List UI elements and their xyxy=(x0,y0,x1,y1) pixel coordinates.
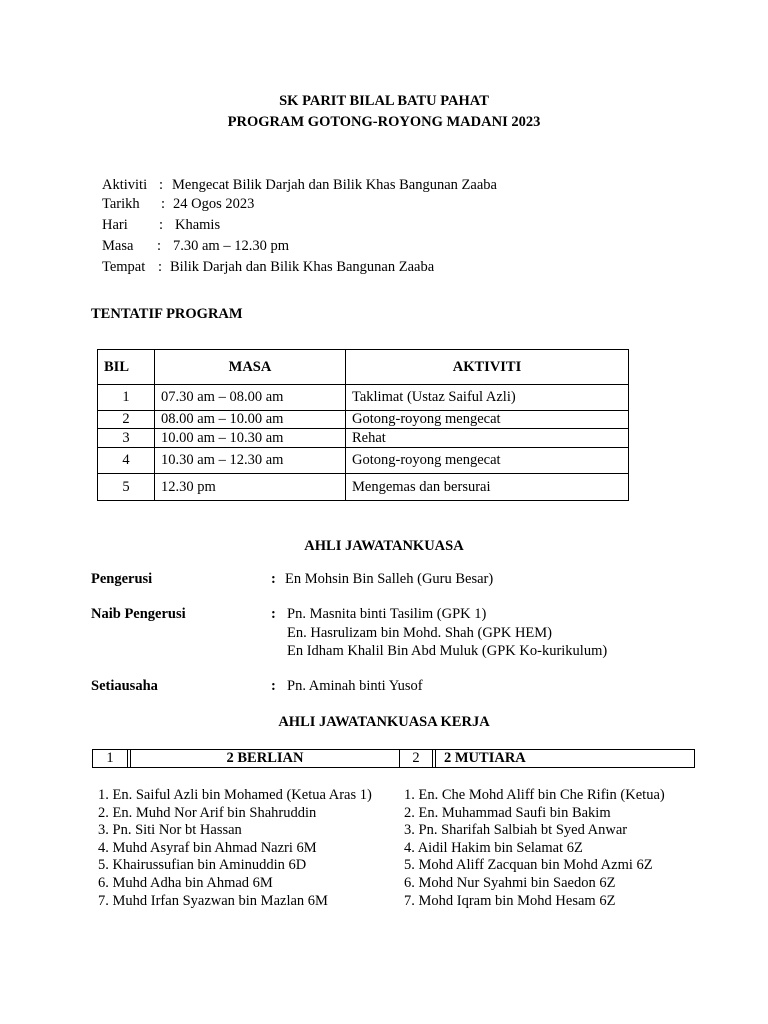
list-item: 6. Muhd Adha bin Ahmad 6M xyxy=(98,874,273,891)
group-name-berlian: 2 BERLIAN xyxy=(131,750,400,768)
info-label-hari: Hari xyxy=(102,217,128,233)
role-naib-pengerusi: Naib Pengerusi xyxy=(91,606,186,622)
row-bil: 3 xyxy=(98,429,155,448)
info-sep: : xyxy=(161,196,166,212)
info-value-masa: 7.30 am – 12.30 pm xyxy=(173,238,289,254)
list-item: 3. Pn. Sharifah Salbiah bt Syed Anwar xyxy=(404,822,628,839)
info-value-aktiviti: Mengecat Bilik Darjah dan Bilik Khas Bangunan Zaaba xyxy=(172,177,497,193)
row-masa: 07.30 am – 08.00 am xyxy=(155,385,346,411)
role-sep: : xyxy=(271,606,276,622)
row-aktiviti: Mengemas dan bersurai xyxy=(346,474,629,501)
row-aktiviti: Gotong-royong mengecat xyxy=(346,448,629,474)
table-row xyxy=(98,474,629,501)
info-value-tempat: Bilik Darjah dan Bilik Khas Bangunan Zaaba xyxy=(170,259,435,275)
row-bil: 1 xyxy=(98,385,155,411)
row-masa: 10.30 am – 12.30 am xyxy=(155,448,346,474)
group-number: 1 xyxy=(93,750,128,768)
role-name: Pn. Masnita binti Tasilim (GPK 1) xyxy=(287,606,487,622)
list-item: 4. Muhd Asyraf bin Ahmad Nazri 6M xyxy=(98,839,317,856)
info-label-tarikh: Tarikh xyxy=(102,196,140,212)
table-row xyxy=(98,448,629,474)
tentatif-heading: TENTATIF PROGRAM xyxy=(91,306,243,322)
info-sep: : xyxy=(157,238,162,254)
group-header-bar xyxy=(92,749,695,768)
column-header-bil: BIL xyxy=(98,350,155,385)
school-title: SK PARIT BILAL BATU PAHAT xyxy=(279,93,489,109)
row-masa: 12.30 pm xyxy=(155,474,346,501)
info-sep: : xyxy=(158,259,163,275)
list-item: 5. Khairussufian bin Aminuddin 6D xyxy=(98,857,307,874)
row-masa: 08.00 am – 10.00 am xyxy=(155,411,346,429)
row-bil: 4 xyxy=(98,448,155,474)
role-sep: : xyxy=(271,571,276,587)
group-name-mutiara: 2 MUTIARA xyxy=(436,750,695,768)
column-header-masa: MASA xyxy=(155,350,346,385)
role-name: En. Hasrulizam bin Mohd. Shah (GPK HEM) xyxy=(287,625,553,641)
tentatif-table xyxy=(97,349,629,501)
list-item: 6. Mohd Nur Syahmi bin Saedon 6Z xyxy=(404,874,616,891)
list-item: 7. Muhd Irfan Syazwan bin Mazlan 6M xyxy=(98,892,328,909)
table-row xyxy=(98,429,629,448)
role-setiausaha: Setiausaha xyxy=(91,678,158,694)
info-label-tempat: Tempat xyxy=(102,259,146,275)
list-item: 4. Aidil Hakim bin Selamat 6Z xyxy=(404,839,583,856)
row-aktiviti: Taklimat (Ustaz Saiful Azli) xyxy=(346,385,629,411)
role-name: En Idham Khalil Bin Abd Muluk (GPK Ko-kurikulum) xyxy=(287,643,608,659)
group-number: 2 xyxy=(400,750,433,768)
info-value-tarikh: 24 Ogos 2023 xyxy=(173,196,255,212)
info-label-masa: Masa xyxy=(102,238,134,254)
info-sep: : xyxy=(159,177,164,193)
list-item: 2. En. Muhammad Saufi bin Bakim xyxy=(404,804,611,821)
role-sep: : xyxy=(271,678,276,694)
row-aktiviti: Rehat xyxy=(346,429,629,448)
info-value-hari: Khamis xyxy=(175,217,221,233)
table-header-row xyxy=(98,350,629,385)
info-label-aktiviti: Aktiviti xyxy=(102,177,148,193)
work-committee-heading: AHLI JAWATANKUASA KERJA xyxy=(278,714,490,730)
row-bil: 2 xyxy=(98,411,155,429)
row-masa: 10.00 am – 10.30 am xyxy=(155,429,346,448)
role-pengerusi: Pengerusi xyxy=(91,571,153,587)
group-berlian-members xyxy=(98,787,372,910)
role-name: En Mohsin Bin Salleh (Guru Besar) xyxy=(285,571,494,587)
group-mutiara-members xyxy=(404,787,665,910)
column-header-aktiviti: AKTIVITI xyxy=(346,350,629,385)
list-item: 1. En. Saiful Azli bin Mohamed (Ketua Aras 1) xyxy=(98,787,372,803)
list-item: 7. Mohd Iqram bin Mohd Hesam 6Z xyxy=(404,892,616,909)
role-name: Pn. Aminah binti Yusof xyxy=(287,678,423,694)
table-row xyxy=(98,385,629,411)
list-item: 5. Mohd Aliff Zacquan bin Mohd Azmi 6Z xyxy=(404,857,653,874)
list-item: 2. En. Muhd Nor Arif bin Shahruddin xyxy=(98,804,317,821)
list-item: 3. Pn. Siti Nor bt Hassan xyxy=(98,822,242,839)
list-item: 1. En. Che Mohd Aliff bin Che Rifin (Ketua) xyxy=(404,787,665,803)
row-bil: 5 xyxy=(98,474,155,501)
table-row xyxy=(98,411,629,429)
info-sep: : xyxy=(159,217,164,233)
row-aktiviti: Gotong-royong mengecat xyxy=(346,411,629,429)
committee-heading: AHLI JAWATANKUASA xyxy=(304,538,464,554)
program-title: PROGRAM GOTONG-ROYONG MADANI 2023 xyxy=(227,114,541,130)
